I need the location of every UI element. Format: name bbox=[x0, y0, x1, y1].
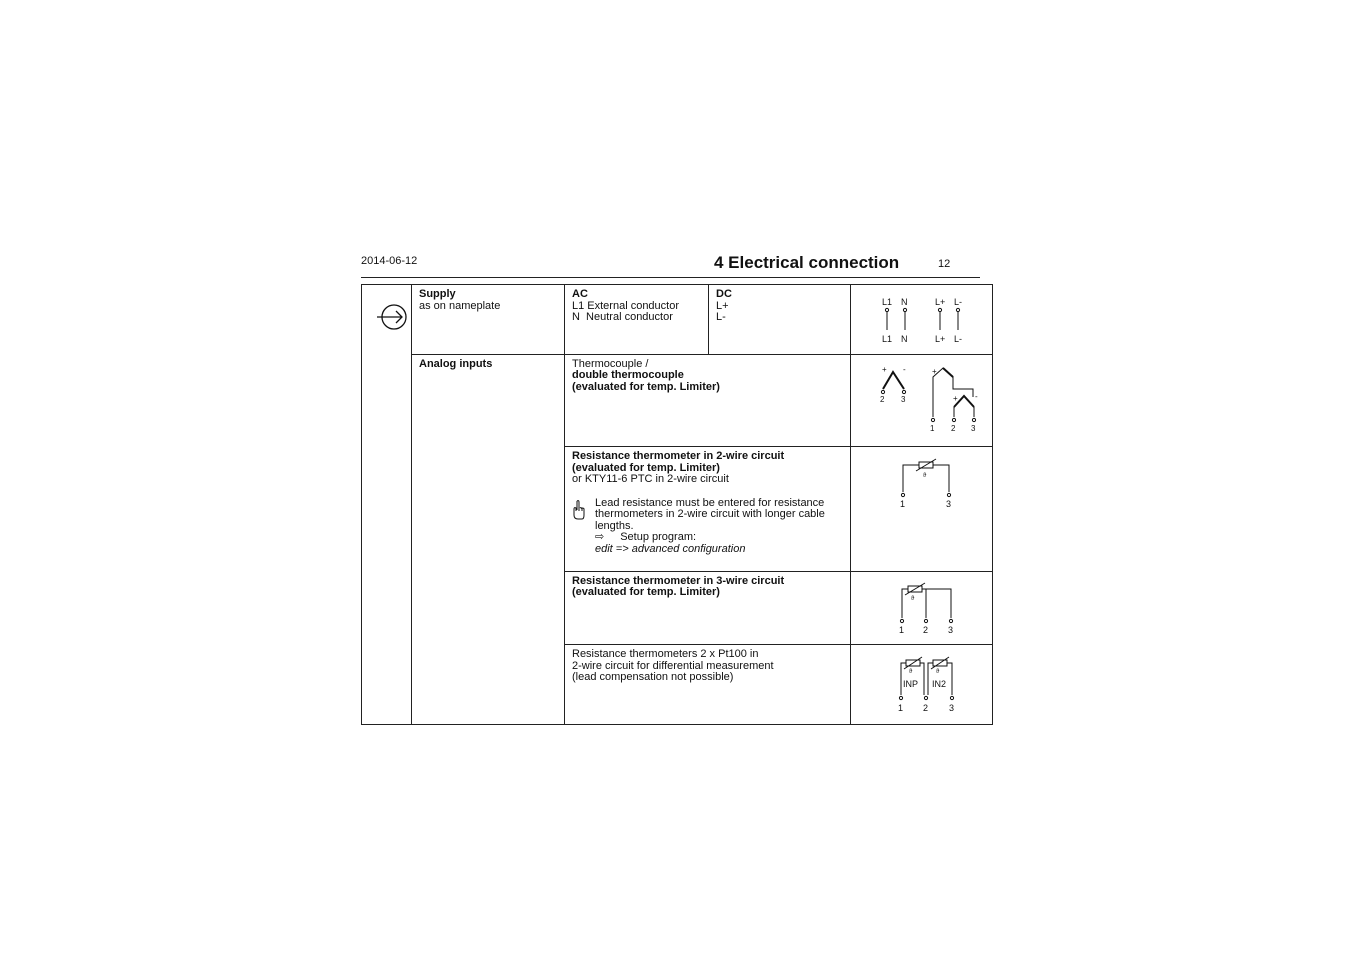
tc1-minus: - bbox=[903, 364, 906, 374]
thermocouple-diagram-cell bbox=[851, 354, 993, 447]
rt2xpt100-line2: 2-wire circuit for differential measurement bbox=[572, 659, 774, 672]
tc2-plus: + bbox=[932, 366, 937, 376]
rt2wire-line2: (evaluated for temp. Limiter) bbox=[572, 461, 720, 474]
lead-resistance-text: Lead resistance must be entered for resistance thermometers in 2-wire circuit with longer cable lengths. bbox=[595, 496, 825, 532]
rt2wire-diagram-cell bbox=[851, 447, 993, 572]
supply-row bbox=[362, 285, 993, 355]
rt2wire-terminal-1: 1 bbox=[900, 499, 906, 509]
dc-line1: L+ bbox=[716, 299, 729, 312]
label-lminus-bottom: L- bbox=[954, 334, 963, 344]
dc-cell bbox=[709, 285, 851, 355]
analog-inputs-label: Analog inputs bbox=[419, 357, 493, 370]
rt3wire-terminal-1: 1 bbox=[899, 624, 905, 635]
supply-diagram-cell bbox=[851, 285, 993, 355]
page-number: 12 bbox=[938, 258, 951, 270]
rt2xpt100-diagram bbox=[858, 649, 998, 716]
setup-path: edit => advanced configuration bbox=[595, 542, 746, 555]
tc2-terminal-3: 3 bbox=[971, 423, 976, 433]
page-title: 4 Electrical connection bbox=[714, 253, 900, 272]
pointing-hand-icon bbox=[572, 498, 595, 556]
rt3wire-diagram-cell bbox=[851, 571, 993, 645]
label-n-bottom: N bbox=[901, 334, 908, 344]
rt2wire-diagram bbox=[858, 451, 998, 563]
analog-label-cell bbox=[412, 354, 565, 724]
label-l1-top: L1 bbox=[882, 297, 893, 307]
rt2xpt100-terminal-3: 3 bbox=[949, 703, 955, 713]
rt2xpt100-line1: Resistance thermometers 2 x Pt100 in bbox=[572, 648, 759, 660]
rt2wire-theta: ϑ bbox=[923, 473, 927, 479]
thermocouple-line1: Thermocouple / bbox=[572, 357, 649, 370]
rt2wire-line1: Resistance thermometer in 2-wire circuit bbox=[572, 450, 785, 462]
tc3-plus: + bbox=[953, 393, 958, 403]
supply-terminal-diagram bbox=[858, 289, 998, 346]
arrow-right-icon: ⇨ bbox=[595, 531, 605, 543]
rt2wire-line3: or KTY11-6 PTC in 2-wire circuit bbox=[572, 473, 729, 485]
tc1-plus: + bbox=[882, 364, 887, 374]
tc2-terminal-2: 2 bbox=[951, 423, 956, 433]
rt3wire-diagram bbox=[858, 576, 998, 637]
tc1-terminal-2: 2 bbox=[880, 394, 885, 404]
header-divider bbox=[361, 277, 980, 278]
dc-title: DC bbox=[716, 288, 732, 300]
ac-title: AC bbox=[572, 288, 588, 300]
tc2-terminal-1: 1 bbox=[930, 423, 935, 433]
in2-theta: ϑ bbox=[936, 669, 940, 675]
rt3wire-text-cell bbox=[565, 571, 851, 645]
rt2xpt100-text-cell bbox=[565, 645, 851, 725]
thermocouple-row bbox=[362, 354, 993, 447]
rt2xpt100-terminal-1: 1 bbox=[898, 703, 904, 713]
tc1-terminal-3: 3 bbox=[901, 394, 906, 404]
inp-theta: ϑ bbox=[909, 669, 913, 675]
lead-resistance-note bbox=[572, 498, 843, 556]
label-lplus-top: L+ bbox=[935, 297, 946, 307]
connection-table bbox=[361, 284, 993, 725]
thermocouple-text-cell bbox=[565, 354, 851, 447]
ac-line2: N Neutral conductor bbox=[572, 311, 673, 323]
in2-label: IN2 bbox=[932, 679, 947, 689]
setup-program-label: Setup program: bbox=[620, 531, 697, 543]
arrow-into-circle-icon bbox=[369, 289, 419, 345]
label-n-top: N bbox=[901, 297, 908, 307]
rt2wire-text-cell bbox=[565, 447, 851, 572]
label-lplus-bottom: L+ bbox=[935, 334, 946, 344]
rt2xpt100-diagram-cell bbox=[851, 645, 993, 725]
dc-line2: L- bbox=[716, 311, 726, 323]
ac-line1: L1 External conductor bbox=[572, 299, 680, 312]
supply-label: Supply bbox=[419, 288, 456, 300]
supply-label-cell bbox=[412, 285, 565, 355]
ac-cell bbox=[565, 285, 709, 355]
rt2wire-terminal-3: 3 bbox=[946, 499, 952, 509]
label-lminus-top: L- bbox=[954, 297, 963, 307]
thermocouple-line3: (evaluated for temp. Limiter) bbox=[572, 380, 720, 393]
rt2xpt100-terminal-2: 2 bbox=[923, 703, 929, 713]
tc3-minus: - bbox=[975, 391, 978, 401]
rt3wire-theta: ϑ bbox=[911, 595, 915, 602]
thermocouple-line2: double thermocouple bbox=[572, 369, 684, 381]
rt2xpt100-line3: (lead compensation not possible) bbox=[572, 671, 734, 683]
supply-sublabel: as on nameplate bbox=[419, 299, 501, 312]
rt3wire-terminal-3: 3 bbox=[948, 624, 954, 635]
header-date: 2014-06-12 bbox=[361, 255, 418, 267]
label-l1-bottom: L1 bbox=[882, 334, 893, 344]
rt3wire-line2: (evaluated for temp. Limiter) bbox=[572, 586, 720, 598]
thermocouple-diagram bbox=[858, 359, 998, 439]
rt3wire-terminal-2: 2 bbox=[923, 624, 929, 635]
icon-cell bbox=[362, 285, 412, 725]
rt3wire-line1: Resistance thermometer in 3-wire circuit bbox=[572, 574, 785, 587]
inp-label: INP bbox=[903, 679, 919, 689]
